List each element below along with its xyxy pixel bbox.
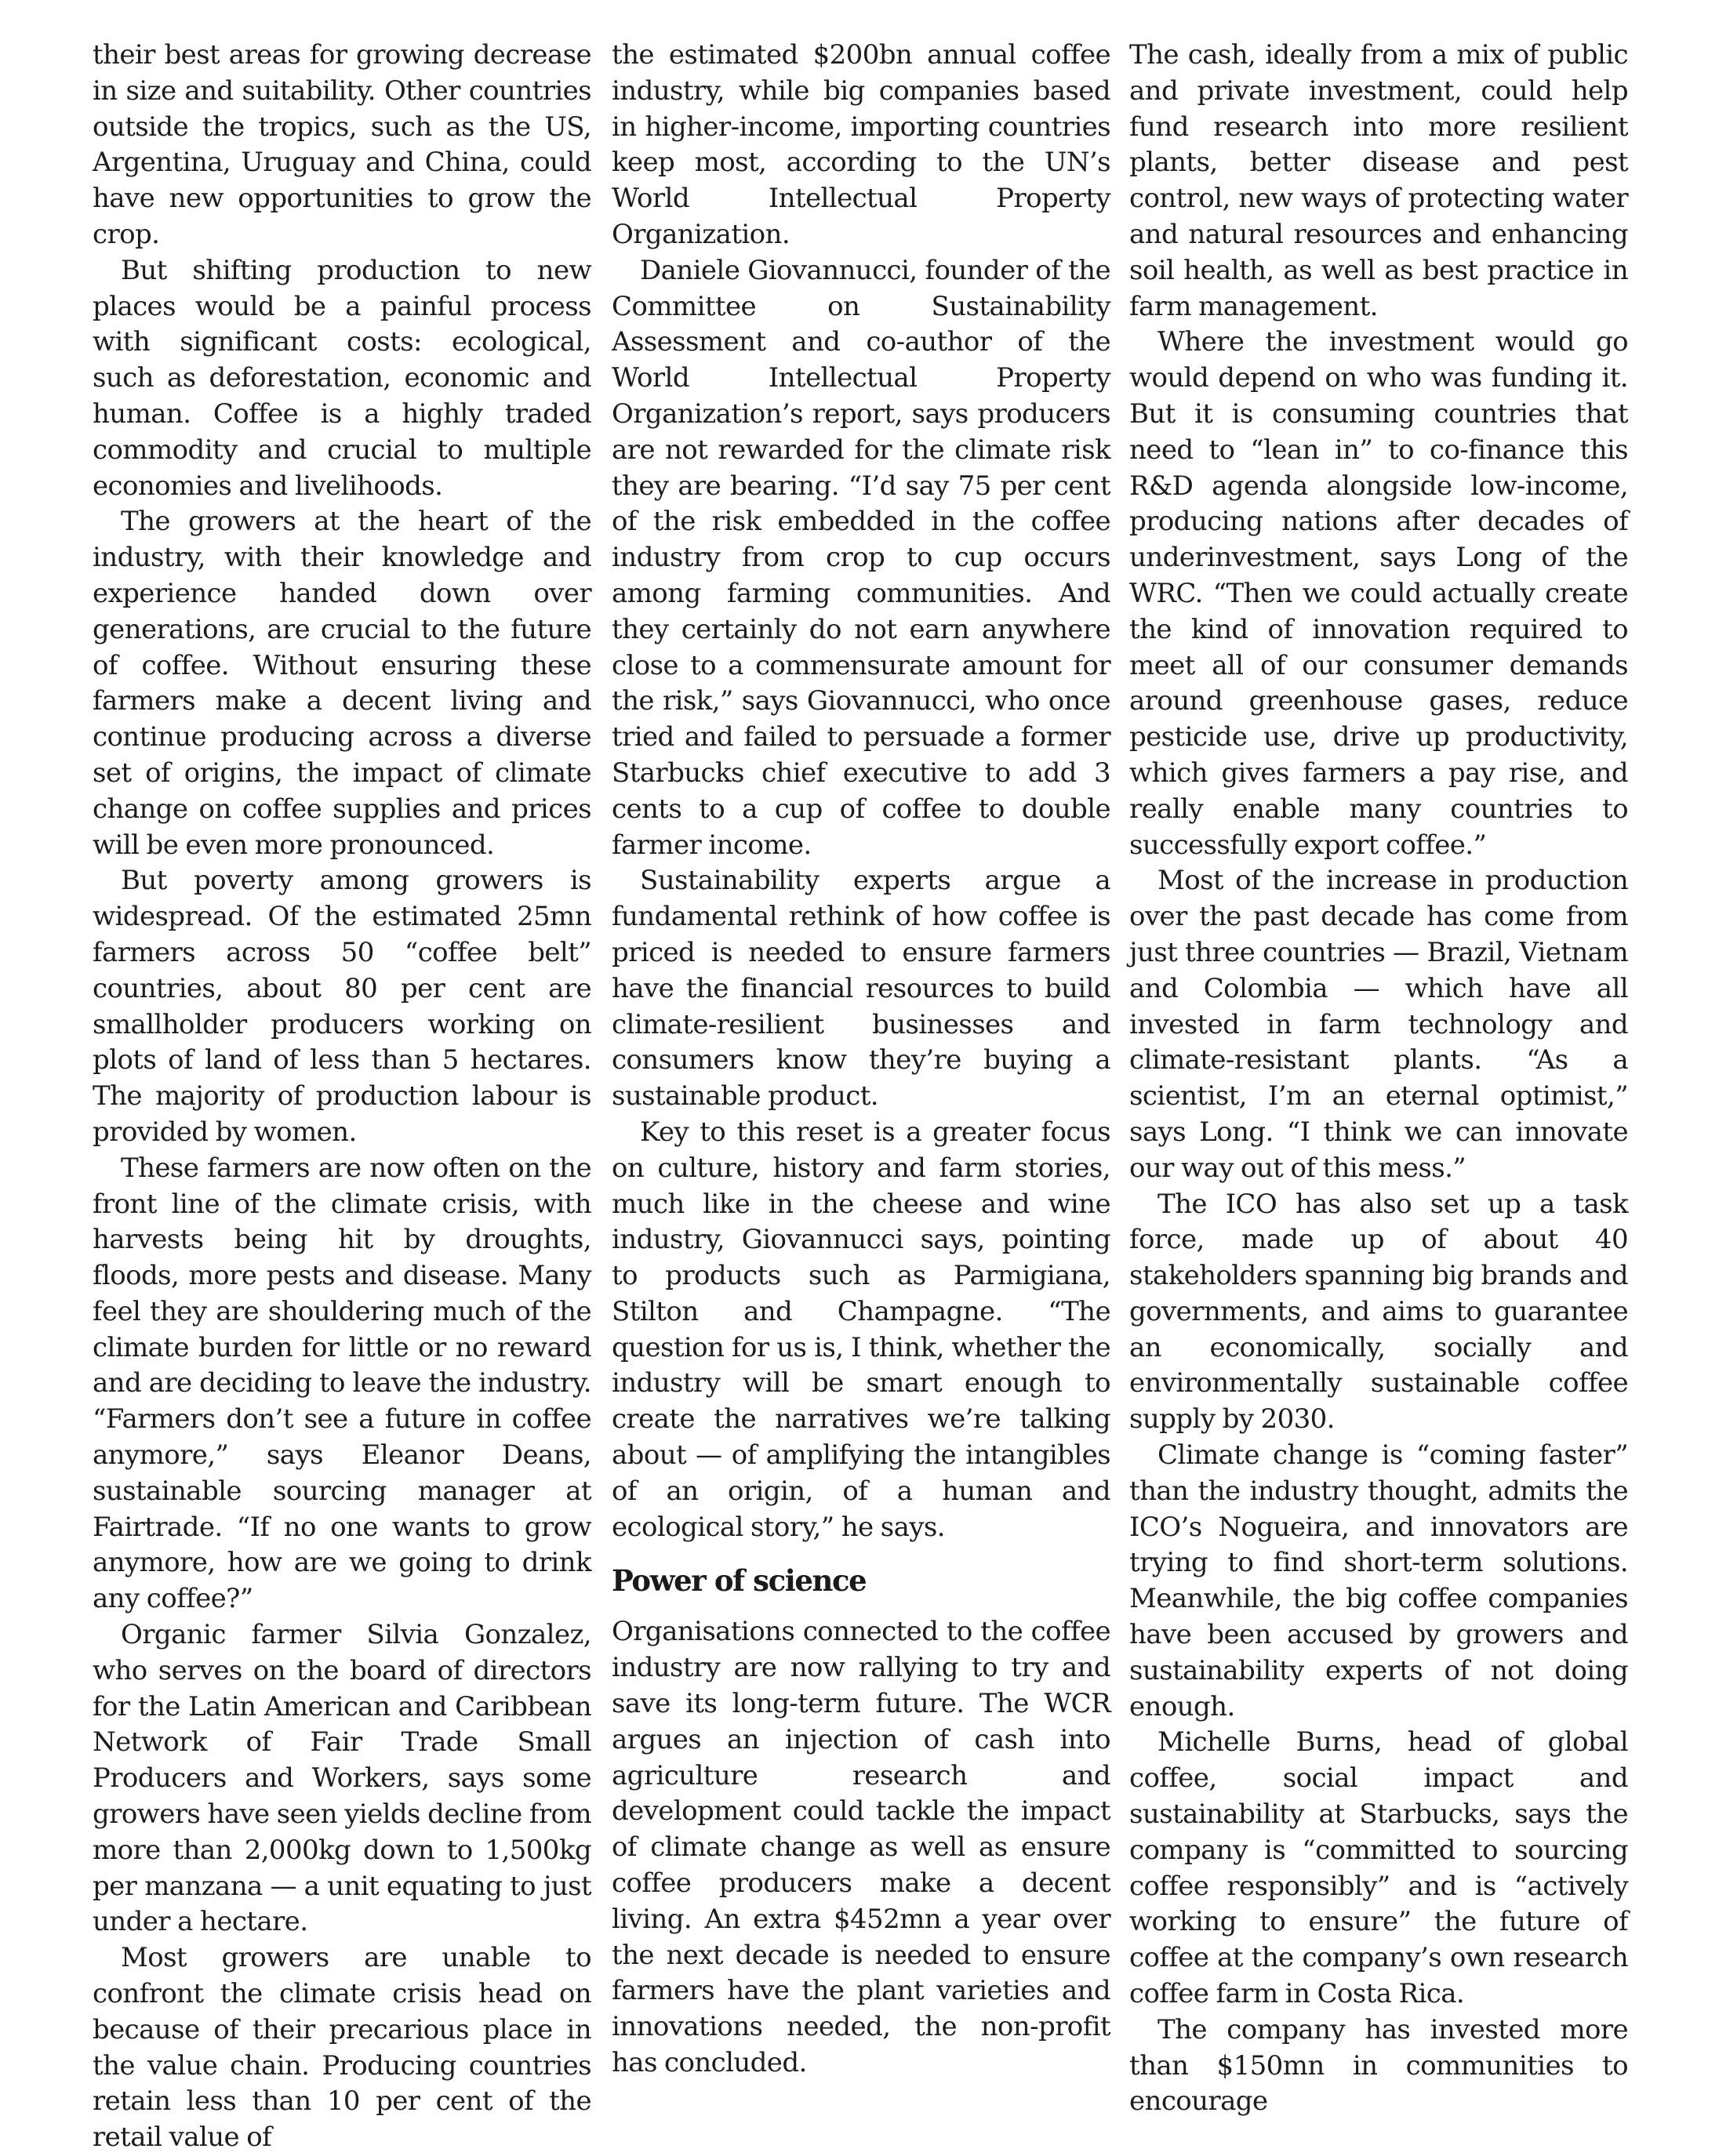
article-paragraph: These farmers are now often on the front line of the climate crisis, with harvests being hit by droughts, floods, more pests and disease. Many feel they are shouldering much of the climate burden for little or no reward and are deciding to leave the industry. “Farmers don’t see a future in coffee anymore,” says Eleanor Deans, sustainable sourcing manager at Fairtrade. “If no one wants to grow anymore, how are we going to drink any coffee?”	[93, 1152, 591, 1615]
article-paragraph: But shifting production to new places would be a painful process with significant costs: ecological, such as deforestation, economic and human. Coffee is a highly traded commodity and crucial to multiple economies and livelihoods.	[93, 254, 591, 502]
article-paragraph: The company has invested more than $150mn in communities to encourage	[1129, 2013, 1628, 2118]
article-paragraph: Key to this reset is a greater focus on culture, history and farm stories, much like in the cheese and wine industry, Giovannucci says, pointing to products such as Parmigiana, Stilton and Champagne. “The question for us is, I think, whether the industry will be smart enough to create the narratives we’re talking about — of amplifying the intangibles of an origin, of a human and ecological story,” he says.	[612, 1116, 1110, 1543]
article-paragraph: Climate change is “coming faster” than the industry thought, admits the ICO’s Nogueira, and innovators are trying to find short-term solutions. Meanwhile, the big coffee companies have been accused by growers and sustainability experts of not doing enough.	[1129, 1439, 1628, 1722]
article-paragraph: The cash, ideally from a mix of public and private investment, could help fund research into more resilient plants, better disease and pest control, new ways of protecting water and natural resources and enhancing soil health, as well as best practice in farm management.	[1129, 39, 1628, 322]
article-paragraph: But poverty among growers is widespread. Of the estimated 25mn farmers across 50 “coffee belt” countries, about 80 per cent are smallholder producers working on plots of land of less than 5 hectares. The majority of production labour is provided by women.	[93, 865, 591, 1148]
article-paragraph: Where the investment would go would depend on who was funding it. But it is consuming countries that need to “lean in” to co-finance this R&D agenda alongside low-income, producing nations after decades of underinvestment, says Long of the WRC. “Then we could actually create the kind of innovation required to meet all of our consumer demands around greenhouse gases, reduce pesticide use, drive up productivity, which gives farmers a pay rise, and really enable many countries to successfully export coffee.”	[1129, 326, 1628, 861]
section-subhead: Power of science	[612, 1563, 867, 1599]
article-paragraph: Most of the increase in production over the past decade has come from just three countries — Brazil, Vietnam and Colombia — which have all invested in farm technology and climate-resistant plants. “As a scientist, I’m an eternal optimist,” says Long. “I think we can innovate our way out of this mess.”	[1129, 865, 1628, 1184]
article-paragraph: Daniele Giovannucci, founder of the Committee on Sustainability Assessment and co-author of the World Intellectual Property Organization’s report, says producers are not rewarded for the climate risk they are bearing. “I’d say 75 per cent of the risk embedded in the coffee industry from crop to cup occurs among farming communities. And they certainly do not earn anywhere close to a commensurate amount for the risk,” says Giovannucci, who once tried and failed to persuade a former Starbucks chief executive to add 3 cents to a cup of coffee to double farmer income.	[612, 254, 1110, 861]
article-paragraph: Organisations connected to the coffee industry are now rallying to try and save its long-term future. The WCR argues an injection of cash into agriculture research and development could tackle the impact of climate change as well as ensure coffee producers make a decent living. An extra $452mn a year over the next decade is needed to ensure farmers have the plant varieties and innovations needed, the non-profit has concluded.	[612, 1616, 1110, 2079]
article-column-2	[612, 38, 1110, 2079]
article-paragraph: the estimated $200bn annual coffee industry, while big companies based in higher-income, importing countries keep most, according to the UN’s World Intellectual Property Organization.	[612, 39, 1110, 250]
article-paragraph: Michelle Burns, head of global coffee, social impact and sustainability at Starbucks, says the company is “committed to sourcing coffee responsibly” and is “actively working to ensure” the future of coffee at the company’s own research coffee farm in Costa Rica.	[1129, 1726, 1628, 2010]
article-paragraph: The ICO has also set up a task force, made up of about 40 stakeholders spanning big brands and governments, and aims to guarantee an economically, socially and environmentally sustainable coffee supply by 2030.	[1129, 1188, 1628, 1436]
article-column-3	[1129, 38, 1628, 2118]
article-paragraph: Most growers are unable to confront the climate crisis head on because of their precarious place in the value chain. Producing countries retain less than 10 per cent of the retail value of	[93, 1942, 591, 2154]
article-paragraph: their best areas for growing decrease in size and suitability. Other countries outside the tropics, such as the US, Argentina, Uruguay and China, could have new opportunities to grow the crop.	[93, 39, 591, 250]
article-column-1	[93, 38, 591, 2154]
article-paragraph: Organic farmer Silvia Gonzalez, who serves on the board of directors for the Latin American and Caribbean Network of Fair Trade Small Producers and Workers, says some growers have seen yields decline from more than 2,000kg down to 1,500kg per manzana — a unit equating to just under a hectare.	[93, 1619, 591, 1938]
article-paragraph: The growers at the heart of the industry, with their knowledge and experience handed down over generations, are crucial to the future of coffee. Without ensuring these farmers make a decent living and continue producing across a diverse set of origins, the impact of climate change on coffee supplies and prices will be even more pronounced.	[93, 506, 591, 861]
article-paragraph: Sustainability experts argue a fundamental rethink of how coffee is priced is needed to ensure farmers have the financial resources to build climate-resilient businesses and consumers know they’re buying a sustainable product.	[612, 865, 1110, 1112]
